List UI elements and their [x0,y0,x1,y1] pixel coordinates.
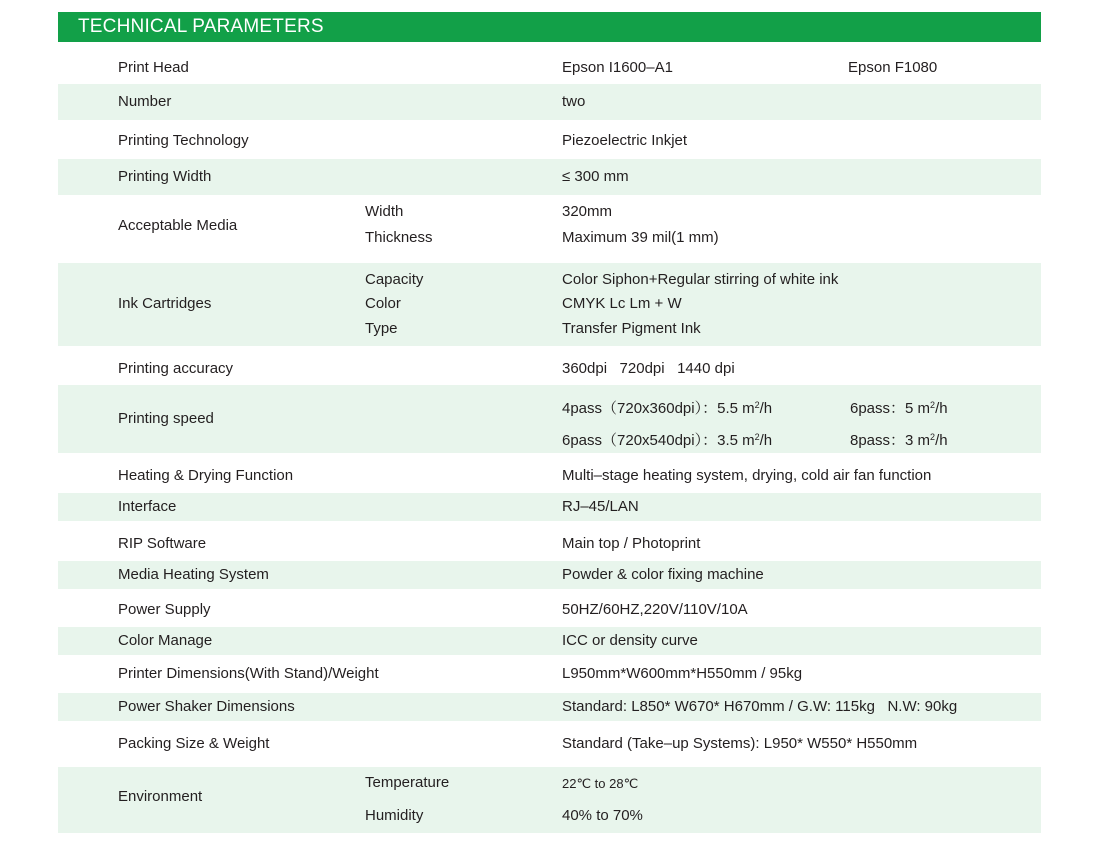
row-value: 22℃ to 28℃ [562,776,639,791]
table-row [58,120,1041,159]
table-row [58,263,1041,346]
table-row [58,627,1041,655]
row-value: 40% to 70% [562,807,643,824]
row-value: ICC or density curve [562,632,698,649]
row-label: Print Head [118,59,189,76]
table-row [58,453,1041,493]
row-value: Powder & color fixing machine [562,566,764,583]
sub-label: Capacity [365,271,424,288]
row-value: Transfer Pigment Ink [562,320,701,337]
table-row [58,493,1041,521]
row-value: Epson I1600–A1 [562,59,673,76]
table-row [58,521,1041,561]
speed-value: 6pass（720x540dpi）：3.5 $m^2/h$ [562,432,773,449]
speed-value: 8pass：3 $m^2/h$ [850,432,948,449]
sub-label: Type [365,320,398,337]
row-value: two [562,93,586,110]
table-row [58,195,1041,263]
row-label: Printing Width [118,168,212,185]
table-row [58,84,1041,120]
row-value: 360dpi 720dpi 1440 dpi [562,360,735,377]
sub-label: Thickness [365,229,433,246]
row-label: Heating & Drying Function [118,467,294,484]
table-row [58,767,1041,833]
row-value: ≤ 300 mm [562,168,629,185]
row-label: Printing Technology [118,132,249,149]
row-value: Main top / Photoprint [562,535,701,552]
row-value: RJ–45/LAN [562,498,639,515]
table-row [58,346,1041,385]
table-row [58,589,1041,627]
table-row [58,43,1041,84]
section-title: TECHNICAL PARAMETERS [78,16,324,37]
row-value: Standard: L850* W670* H670mm / G.W: 115kg N.W: 90kg [562,698,958,715]
table-row [58,721,1041,767]
row-label: Printing speed [118,410,214,427]
row-label: Number [118,93,172,110]
row-label: Media Heating System [118,566,269,583]
row-label: Environment [118,788,203,805]
sub-label: Humidity [365,807,424,824]
row-label: Printing accuracy [118,360,234,377]
row-value: L950mm*W600mm*H550mm / 95kg [562,665,803,682]
row-label: Power Shaker Dimensions [118,698,295,715]
row-label: Interface [118,498,177,515]
row-value: Color Siphon+Regular stirring of white ink [562,271,839,288]
table-row [58,385,1041,453]
speed-value: 6pass：5 $m^2/h$ [850,400,948,417]
sub-label: Color [365,295,401,312]
table-row [58,561,1041,589]
row-label: Power Supply [118,601,211,618]
table-row [58,159,1041,195]
row-label: Color Manage [118,632,213,649]
row-value: Epson F1080 [848,59,938,76]
row-value: Multi–stage heating system, drying, cold air fan function [562,467,932,484]
speed-value: 4pass（720x360dpi）：5.5 $m^2/h$ [562,400,773,417]
row-label: Ink Cartridges [118,295,212,312]
sub-label: Width [365,203,404,220]
row-value: Standard (Take–up Systems): L950* W550* H550mm [562,735,918,752]
sub-label: Temperature [365,774,450,791]
row-label: RIP Software [118,535,207,552]
row-value: Piezoelectric Inkjet [562,132,688,149]
row-value: 320mm [562,203,613,220]
row-label: Acceptable Media [118,217,238,234]
table-row [58,693,1041,721]
row-value: Maximum 39 mil(1 mm) [562,229,719,246]
row-label: Packing Size & Weight [118,735,270,752]
row-value: 50HZ/60HZ,220V/110V/10A [562,601,748,618]
row-value: CMYK Lc Lm + W [562,295,682,312]
table-row [58,655,1041,693]
row-label: Printer Dimensions(With Stand)/Weight [118,665,379,682]
section-header [58,12,1041,42]
